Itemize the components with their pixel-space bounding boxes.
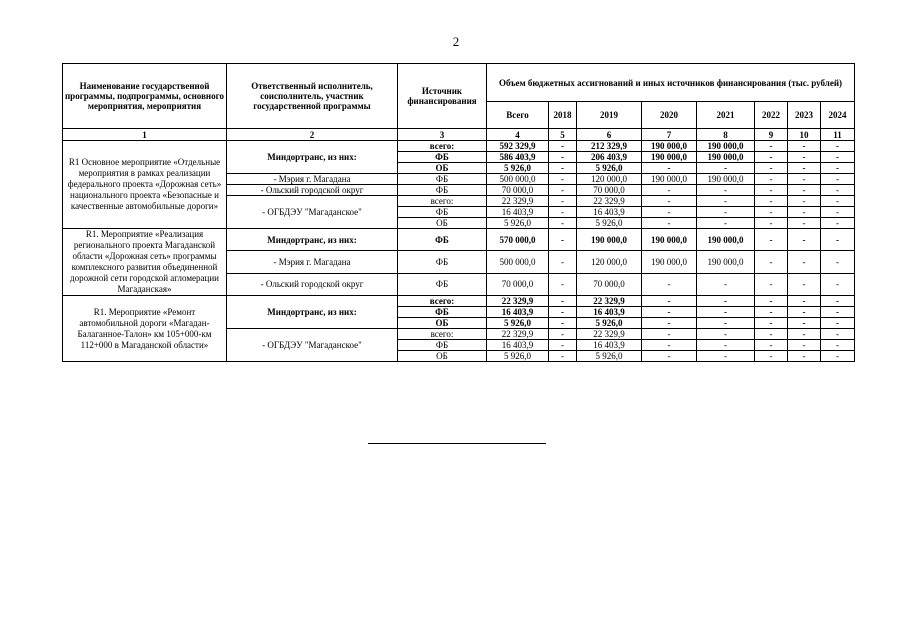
- year-value-cell: -: [788, 196, 821, 207]
- year-value-cell: -: [821, 307, 855, 318]
- year-value-cell: 22 329,9: [577, 296, 642, 307]
- year-value-cell: -: [788, 207, 821, 218]
- executor-cell: - Мэрия г. Магадана: [227, 251, 398, 273]
- total-value-cell: 16 403,9: [487, 207, 549, 218]
- year-value-cell: 190 000,0: [697, 152, 755, 163]
- header-year: 2022: [755, 102, 788, 129]
- executor-cell: - Мэрия г. Магадана: [227, 174, 398, 185]
- year-value-cell: -: [642, 163, 697, 174]
- source-cell: ФБ: [398, 273, 487, 295]
- year-value-cell: -: [755, 141, 788, 152]
- year-value-cell: 190 000,0: [642, 251, 697, 273]
- total-value-cell: 500 000,0: [487, 174, 549, 185]
- year-value-cell: -: [642, 296, 697, 307]
- source-cell: ФБ: [398, 152, 487, 163]
- year-value-cell: -: [755, 207, 788, 218]
- year-value-cell: -: [549, 340, 577, 351]
- year-value-cell: -: [697, 185, 755, 196]
- total-value-cell: 5 926,0: [487, 351, 549, 362]
- year-value-cell: -: [755, 307, 788, 318]
- year-value-cell: -: [821, 141, 855, 152]
- table-row: [63, 229, 855, 251]
- source-cell: ОБ: [398, 218, 487, 229]
- source-cell: всего:: [398, 141, 487, 152]
- source-cell: ФБ: [398, 340, 487, 351]
- source-cell: ФБ: [398, 251, 487, 273]
- year-value-cell: -: [642, 340, 697, 351]
- header-name: Наименование государственной программы, подпрограммы, основного мероприятия, мероприятия: [63, 64, 227, 129]
- column-number: 9: [755, 129, 788, 141]
- year-value-cell: -: [788, 152, 821, 163]
- year-value-cell: 206 403,9: [577, 152, 642, 163]
- year-value-cell: -: [788, 218, 821, 229]
- year-value-cell: 190 000,0: [642, 141, 697, 152]
- year-value-cell: -: [821, 229, 855, 251]
- year-value-cell: -: [697, 351, 755, 362]
- year-value-cell: -: [821, 174, 855, 185]
- header-year: 2023: [788, 102, 821, 129]
- total-value-cell: 586 403,9: [487, 152, 549, 163]
- header-year: 2024: [821, 102, 855, 129]
- column-number: 1: [63, 129, 227, 141]
- total-value-cell: 70 000,0: [487, 185, 549, 196]
- total-value-cell: 22 329,9: [487, 196, 549, 207]
- header-source: Источник финансирования: [398, 64, 487, 129]
- year-value-cell: -: [642, 351, 697, 362]
- total-value-cell: 16 403,9: [487, 307, 549, 318]
- year-value-cell: -: [549, 351, 577, 362]
- year-value-cell: -: [755, 351, 788, 362]
- year-value-cell: 5 926,0: [577, 163, 642, 174]
- year-value-cell: -: [549, 229, 577, 251]
- executor-cell: Миндортранс, из них:: [227, 229, 398, 251]
- year-value-cell: -: [549, 207, 577, 218]
- year-value-cell: -: [697, 196, 755, 207]
- year-value-cell: -: [821, 207, 855, 218]
- header-responsible: Ответственный исполнитель, соисполнитель, участник государственной программы: [227, 64, 398, 129]
- executor-cell: - Ольский городской округ: [227, 185, 398, 196]
- year-value-cell: -: [549, 329, 577, 340]
- source-cell: ФБ: [398, 229, 487, 251]
- footer-separator-line: [368, 443, 546, 444]
- year-value-cell: -: [642, 273, 697, 295]
- year-value-cell: -: [697, 329, 755, 340]
- year-value-cell: -: [788, 163, 821, 174]
- column-number: 11: [821, 129, 855, 141]
- column-number: 4: [487, 129, 549, 141]
- year-value-cell: 190 000,0: [697, 229, 755, 251]
- year-value-cell: -: [821, 340, 855, 351]
- header-year: 2021: [697, 102, 755, 129]
- year-value-cell: -: [788, 174, 821, 185]
- year-value-cell: -: [755, 218, 788, 229]
- total-value-cell: 5 926,0: [487, 318, 549, 329]
- header-year: 2019: [577, 102, 642, 129]
- year-value-cell: 70 000,0: [577, 273, 642, 295]
- year-value-cell: -: [697, 163, 755, 174]
- year-value-cell: 190 000,0: [642, 229, 697, 251]
- year-value-cell: 120 000,0: [577, 174, 642, 185]
- year-value-cell: -: [821, 185, 855, 196]
- measure-name: R1 Основное мероприятие «Отдельные мероприятия в рамках реализации федерального проекта «Дорожная сеть» национального проекта «Безопасные и качественные автомобильные дороги»: [63, 141, 227, 229]
- total-value-cell: 5 926,0: [487, 218, 549, 229]
- column-number: 2: [227, 129, 398, 141]
- year-value-cell: -: [821, 318, 855, 329]
- year-value-cell: -: [755, 340, 788, 351]
- year-value-cell: -: [788, 340, 821, 351]
- year-value-cell: -: [549, 296, 577, 307]
- year-value-cell: -: [549, 218, 577, 229]
- year-value-cell: -: [755, 152, 788, 163]
- year-value-cell: 120 000,0: [577, 251, 642, 273]
- header-year: 2018: [549, 102, 577, 129]
- year-value-cell: -: [697, 307, 755, 318]
- column-number: 5: [549, 129, 577, 141]
- year-value-cell: -: [821, 329, 855, 340]
- year-value-cell: -: [821, 251, 855, 273]
- year-value-cell: 5 926,0: [577, 318, 642, 329]
- total-value-cell: 500 000,0: [487, 251, 549, 273]
- year-value-cell: 190 000,0: [642, 174, 697, 185]
- source-cell: всего:: [398, 296, 487, 307]
- header-total: Всего: [487, 102, 549, 129]
- column-number: 8: [697, 129, 755, 141]
- year-value-cell: -: [549, 273, 577, 295]
- year-value-cell: -: [788, 273, 821, 295]
- year-value-cell: -: [755, 329, 788, 340]
- year-value-cell: 5 926,0: [577, 351, 642, 362]
- year-value-cell: -: [755, 163, 788, 174]
- year-value-cell: 190 000,0: [642, 152, 697, 163]
- year-value-cell: -: [697, 340, 755, 351]
- year-value-cell: 16 403,9: [577, 307, 642, 318]
- year-value-cell: -: [549, 163, 577, 174]
- year-value-cell: -: [821, 163, 855, 174]
- year-value-cell: -: [788, 296, 821, 307]
- page-number: 2: [452, 34, 460, 49]
- measure-name: R1. Мероприятие «Реализация регионального проекта Магаданской области «Дорожная сеть» программы комплексного развития объединенной дорожной сети городской агломерации Магаданская»: [63, 229, 227, 296]
- measure-name: R1. Мероприятие «Ремонт автомобильной дороги «Магадан-Балаганное-Талон» км 105+000-км 112+000 в Магаданской области»: [63, 296, 227, 362]
- year-value-cell: -: [549, 307, 577, 318]
- year-value-cell: -: [821, 273, 855, 295]
- year-value-cell: -: [788, 229, 821, 251]
- year-value-cell: -: [697, 318, 755, 329]
- source-cell: ОБ: [398, 318, 487, 329]
- year-value-cell: -: [788, 251, 821, 273]
- executor-cell: Миндортранс, из них:: [227, 141, 398, 174]
- column-number: 10: [788, 129, 821, 141]
- total-value-cell: 5 926,0: [487, 163, 549, 174]
- year-value-cell: -: [642, 185, 697, 196]
- year-value-cell: -: [697, 207, 755, 218]
- year-value-cell: -: [821, 196, 855, 207]
- year-value-cell: -: [788, 329, 821, 340]
- year-value-cell: -: [549, 318, 577, 329]
- year-value-cell: 5 926,0: [577, 218, 642, 229]
- executor-cell: Миндортранс, из них:: [227, 296, 398, 329]
- year-value-cell: -: [788, 351, 821, 362]
- year-value-cell: 190 000,0: [577, 229, 642, 251]
- column-number: 6: [577, 129, 642, 141]
- year-value-cell: -: [697, 218, 755, 229]
- year-value-cell: -: [549, 196, 577, 207]
- year-value-cell: -: [549, 141, 577, 152]
- total-value-cell: 16 403,9: [487, 340, 549, 351]
- total-value-cell: 22 329,9: [487, 329, 549, 340]
- year-value-cell: -: [549, 185, 577, 196]
- table-row: [63, 296, 855, 307]
- header-year: 2020: [642, 102, 697, 129]
- total-value-cell: 592 329,9: [487, 141, 549, 152]
- source-cell: ФБ: [398, 207, 487, 218]
- source-cell: всего:: [398, 196, 487, 207]
- year-value-cell: -: [788, 307, 821, 318]
- year-value-cell: -: [642, 218, 697, 229]
- source-cell: ФБ: [398, 307, 487, 318]
- year-value-cell: -: [821, 296, 855, 307]
- total-value-cell: 70 000,0: [487, 273, 549, 295]
- year-value-cell: -: [755, 229, 788, 251]
- source-cell: ФБ: [398, 185, 487, 196]
- table-row: [63, 141, 855, 152]
- year-value-cell: -: [755, 196, 788, 207]
- year-value-cell: -: [549, 251, 577, 273]
- year-value-cell: -: [549, 174, 577, 185]
- year-value-cell: 190 000,0: [697, 141, 755, 152]
- year-value-cell: -: [755, 251, 788, 273]
- year-value-cell: 212 329,9: [577, 141, 642, 152]
- column-number: 3: [398, 129, 487, 141]
- source-cell: ФБ: [398, 174, 487, 185]
- year-value-cell: -: [642, 307, 697, 318]
- year-value-cell: -: [821, 152, 855, 163]
- year-value-cell: 190 000,0: [697, 174, 755, 185]
- year-value-cell: -: [549, 152, 577, 163]
- total-value-cell: 22 329,9: [487, 296, 549, 307]
- year-value-cell: -: [755, 296, 788, 307]
- year-value-cell: -: [788, 318, 821, 329]
- year-value-cell: 22 329,9: [577, 329, 642, 340]
- year-value-cell: -: [642, 318, 697, 329]
- year-value-cell: -: [755, 273, 788, 295]
- year-value-cell: -: [697, 296, 755, 307]
- source-cell: ОБ: [398, 351, 487, 362]
- year-value-cell: 70 000,0: [577, 185, 642, 196]
- column-number-row: [63, 129, 855, 141]
- executor-cell: - Ольский городской округ: [227, 273, 398, 295]
- year-value-cell: -: [755, 174, 788, 185]
- header-volume: Объем бюджетных ассигнований и иных источников финансирования (тыс. рублей): [487, 64, 855, 102]
- year-value-cell: -: [788, 141, 821, 152]
- source-cell: ОБ: [398, 163, 487, 174]
- column-number: 7: [642, 129, 697, 141]
- year-value-cell: -: [755, 318, 788, 329]
- year-value-cell: -: [642, 196, 697, 207]
- year-value-cell: 16 403,9: [577, 340, 642, 351]
- year-value-cell: 190 000,0: [697, 251, 755, 273]
- year-value-cell: -: [697, 273, 755, 295]
- year-value-cell: -: [821, 351, 855, 362]
- year-value-cell: -: [755, 185, 788, 196]
- total-value-cell: 570 000,0: [487, 229, 549, 251]
- year-value-cell: -: [642, 329, 697, 340]
- year-value-cell: 16 403,9: [577, 207, 642, 218]
- year-value-cell: -: [821, 218, 855, 229]
- budget-table: [62, 63, 855, 362]
- year-value-cell: 22 329,9: [577, 196, 642, 207]
- executor-cell: - ОГБДЭУ "Магаданское": [227, 196, 398, 229]
- year-value-cell: -: [788, 185, 821, 196]
- source-cell: всего:: [398, 329, 487, 340]
- year-value-cell: -: [642, 207, 697, 218]
- executor-cell: - ОГБДЭУ "Магаданское": [227, 329, 398, 362]
